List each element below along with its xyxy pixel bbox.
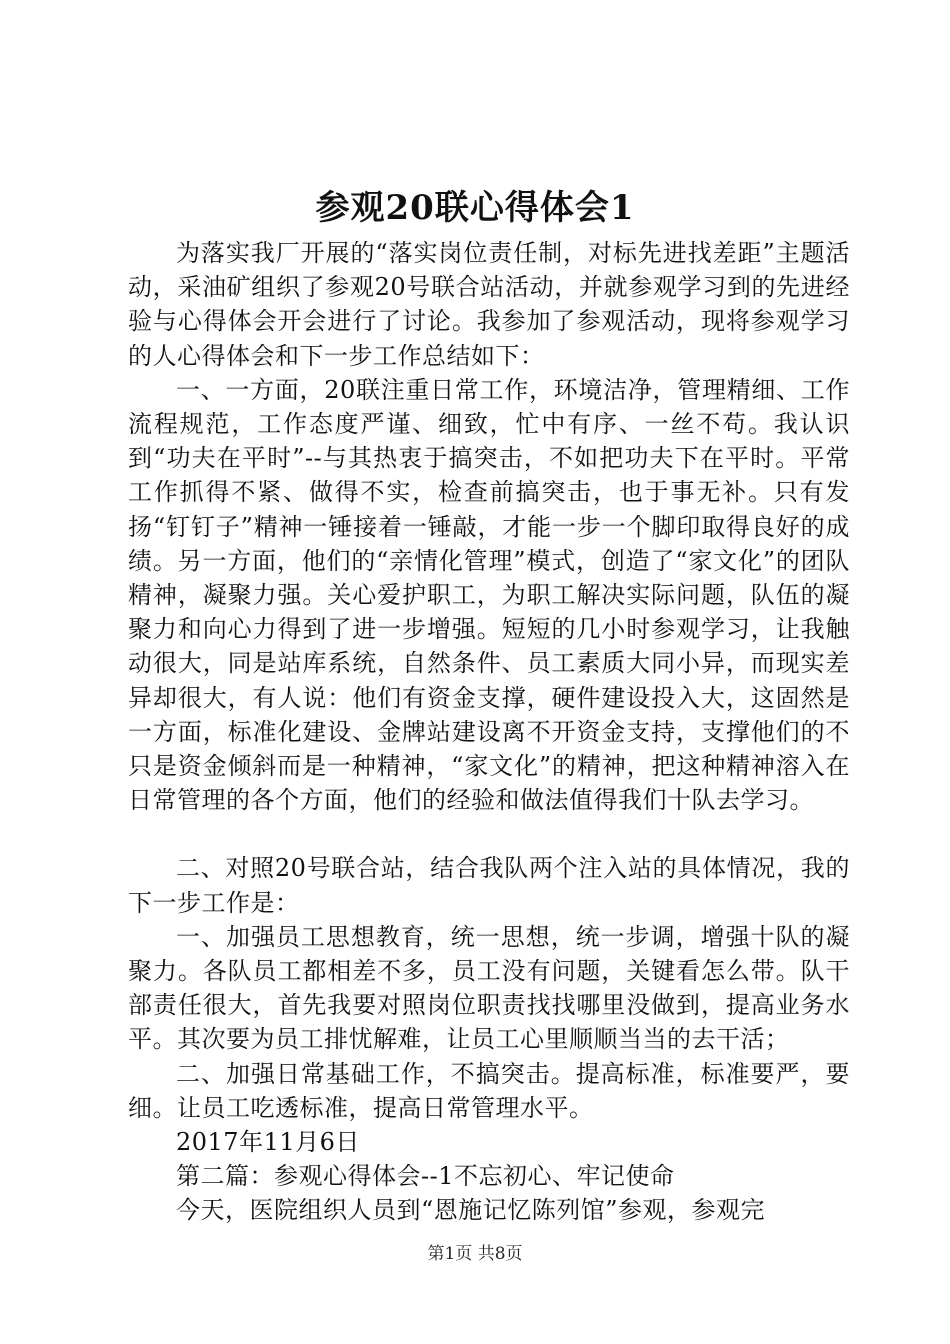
document-body xyxy=(128,236,850,1228)
paragraph-item-1: 一、加强员工思想教育，统一思想，统一步调，增强十队的凝聚力。各队员工都相差不多，员工没有问题，关键看怎么带。队干部责任很大，首先我要对照岗位职责找找哪里没做到，提高业务水平。其次要为员工排忧解难，让员工心里顺顺当当的去干活； xyxy=(128,922,850,1054)
paragraph-intro: 为落实我厂开展的“落实岗位责任制，对标先进找差距”主题活动，采油矿组织了参观20号联合站活动，并就参观学习到的先进经验与心得体会开会进行了讨论。我参加了参观活动，现将参观学习的人心得体会和下一步工作总结如下： xyxy=(128,239,850,370)
paragraph-item-2: 二、加强日常基础工作，不搞突击。提高标准，标准要严，要细。让员工吃透标准，提高日常管理水平。 xyxy=(128,1059,850,1122)
document-title: 参观20联心得体会1 xyxy=(315,188,635,228)
paragraph-section-1: 一、一方面，20联注重日常工作，环境洁净，管理精细、工作流程规范，工作态度严谨、细致，忙中有序、一丝不苟。我认识到“功夫在平时”--与其热衷于搞突击，不如把功夫下在平时。平常工作抓得不紧、做得不实，检查前搞突击，也于事无补。只有发扬“钉钉子”精神一锤接着一锤敲，才能一步一个脚印取得良好的成绩。另一方面，他们的“亲情化管理”模式，创造了“家文化”的团队精神，凝聚力强。关心爱护职工，为职工解决实际问题，队伍的凝聚力和向心力得到了进一步增强。短短的几小时参观学习，让我触动很大，同是站库系统，自然条件、员工素质大同小异，而现实差异却很大，有人说：他们有资金支撑，硬件建设投入大，这固然是一方面，标准化建设、金牌站建设离不开资金支持，支撑他们的不只是资金倾斜而是一种精神，“家文化”的精神，把这种精神溶入在日常管理的各个方面，他们的经验和做法值得我们十队去学习。 xyxy=(128,375,850,815)
page-footer: 第1页 共8页 xyxy=(427,1244,523,1264)
second-article-heading: 第二篇：参观心得体会--1不忘初心、牢记使命 xyxy=(176,1162,675,1191)
paragraph-spacer xyxy=(128,817,850,851)
paragraph-section-2-heading: 二、对照20号联合站，结合我队两个注入站的具体情况，我的下一步工作是： xyxy=(128,854,850,917)
paragraph-second-article: 今天，医院组织人员到“恩施记忆陈列馆”参观，参观完 xyxy=(176,1196,766,1225)
document-date: 2017年11月6日 xyxy=(176,1128,360,1157)
